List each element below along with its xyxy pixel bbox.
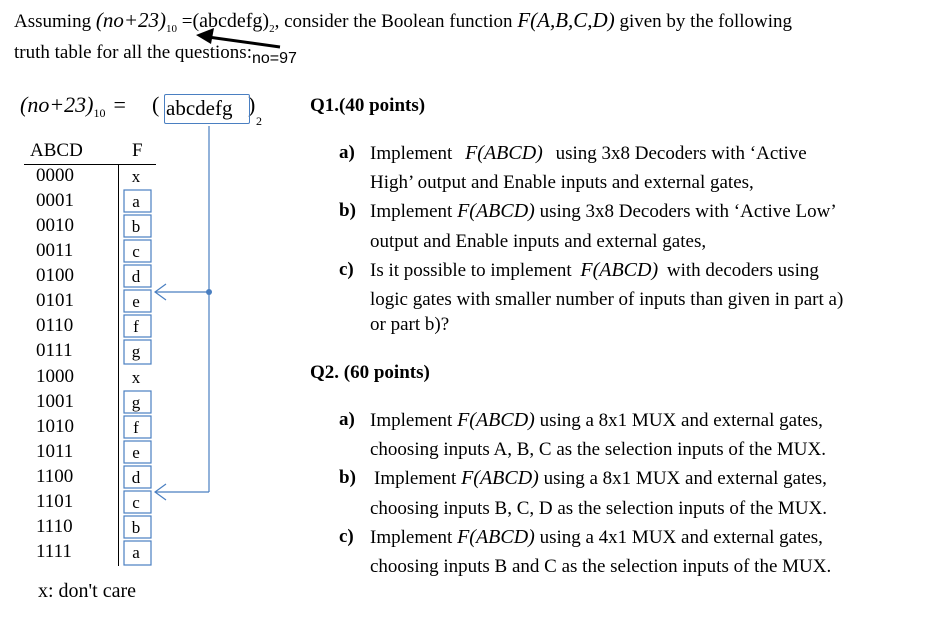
q2-b-line1: [374, 467, 827, 490]
bit-g: g: [221, 96, 233, 120]
header-annotation: no=97: [251, 50, 297, 67]
q1-a-func: F(ABCD): [465, 142, 543, 164]
tt-abcd: 1010: [36, 416, 74, 437]
q1-c-pre: Is it possible to implement: [370, 260, 572, 281]
equation-base10: 10: [93, 106, 106, 120]
header-line2-text: truth table for all the questions:: [14, 42, 252, 63]
tt-f: b: [131, 217, 141, 236]
tt-f: b: [131, 518, 141, 537]
tt-f: c: [132, 242, 140, 261]
bit-e: e: [205, 96, 215, 120]
q2-a-line1: [370, 409, 823, 432]
q2-a-func: F(ABCD): [457, 409, 535, 431]
tt-f: d: [131, 468, 141, 487]
equation-equals: =: [113, 92, 126, 117]
header-base2: 2: [269, 23, 275, 35]
tt-abcd: 1011: [36, 441, 74, 462]
q2-c-label: c): [339, 526, 354, 547]
q2-c-line2: choosing inputs B and C as the selection inputs of the MUX.: [370, 556, 832, 577]
header-func: F(A,B,C,D): [517, 8, 615, 32]
bit-b: b: [175, 96, 186, 120]
q1-a-line1: [370, 142, 882, 165]
tt-abcd: 1101: [36, 491, 74, 512]
header-expr-right: (abcdefg): [192, 10, 270, 32]
tt-f: x: [131, 368, 141, 387]
q1-c-line3: or part b)?: [370, 314, 450, 335]
tt-abcd: 0101: [36, 290, 74, 311]
equation-paren-open: (: [152, 92, 160, 117]
q1-c-line1: [370, 259, 819, 282]
q2-c-func: F(ABCD): [457, 526, 535, 548]
tt-f: f: [133, 418, 139, 437]
header-equals: =: [181, 11, 193, 32]
header-expr-left: (no+23): [95, 8, 166, 32]
tt-f: g: [131, 342, 141, 361]
highlight-boxes: [124, 190, 151, 565]
q1-c-label: c): [339, 259, 354, 280]
tt-f: d: [131, 267, 141, 286]
q2-a-pre: Implement: [370, 410, 453, 431]
tt-f: e: [132, 443, 140, 462]
q1-b-label: b): [339, 200, 356, 221]
q1-c-line2: logic gates with smaller number of inputs than given in part a): [370, 289, 844, 310]
tt-abcd: 1100: [36, 466, 74, 487]
tt-f: a: [132, 543, 140, 562]
connector-lines: [155, 126, 209, 500]
q1-b-line1: [370, 200, 837, 223]
q2-b-label: b): [339, 467, 356, 488]
tt-f: f: [133, 317, 139, 336]
tt-abcd: 0011: [36, 240, 74, 261]
q1-a-rest: using 3x8 Decoders with ‘Active: [555, 143, 807, 164]
q1-a-label: a): [339, 142, 355, 163]
q2-c-pre: Implement: [370, 527, 453, 548]
q1-c-func: F(ABCD): [580, 259, 659, 281]
tt-abcd: 0010: [36, 215, 74, 236]
equation-base2: 2: [256, 114, 262, 128]
tt-abcd: 0100: [36, 265, 74, 286]
q2-a-line2: choosing inputs A, B, C as the selection inputs of the MUX.: [370, 439, 826, 460]
header-suffix-2: given by the following: [619, 11, 793, 32]
q1-b-pre: Implement: [370, 201, 453, 222]
tt-abcd: 1000: [36, 366, 74, 387]
tt-header-abcd: ABCD: [30, 140, 83, 161]
tt-abcd: 0000: [36, 165, 74, 186]
q1-b-rest: using 3x8 Decoders with ‘Active Low’: [539, 201, 837, 222]
q2-b-pre: Implement: [374, 468, 457, 489]
q2-b-line2: choosing inputs B, C, D as the selection inputs of the MUX.: [370, 498, 828, 519]
q2-c-line1: [370, 526, 823, 549]
q2-a-label: a): [339, 409, 355, 430]
q1-a-pre: Implement: [370, 143, 453, 164]
tt-legend: x: don't care: [38, 580, 137, 602]
tt-f: e: [132, 292, 140, 311]
q1-b-line2: output and Enable inputs and external gates,: [370, 231, 707, 252]
q1-title: Q1.(40 points): [310, 95, 426, 116]
tt-f: c: [132, 493, 140, 512]
q2-b-func: F(ABCD): [461, 467, 539, 489]
tt-f: g: [131, 393, 141, 412]
tt-f: a: [132, 192, 140, 211]
q2-b-rest: using a 8x1 MUX and external gates,: [543, 468, 827, 489]
q1-a-line2: High’ output and Enable inputs and external gates,: [370, 172, 754, 193]
tt-abcd: 0111: [36, 340, 73, 361]
arrow-icon: [196, 28, 280, 47]
tt-f: x: [131, 167, 141, 186]
bit-a: a: [166, 96, 176, 120]
tt-abcd: 1001: [36, 391, 74, 412]
equation-left: (no+23): [20, 92, 94, 117]
q2-a-rest: using a 8x1 MUX and external gates,: [539, 410, 823, 431]
junction-dot: [206, 289, 212, 295]
equation-paren-close: ): [248, 92, 256, 117]
bit-f: f: [214, 96, 222, 120]
header-suffix-1: , consider the Boolean function: [274, 11, 513, 32]
bit-d: d: [195, 96, 206, 120]
header-base10: 10: [166, 23, 177, 35]
tt-abcd: 1111: [36, 541, 72, 562]
header-prefix: Assuming: [14, 11, 92, 32]
tt-abcd: 0001: [36, 190, 74, 211]
tt-header-f: F: [132, 140, 143, 161]
q2-title: Q2. (60 points): [310, 362, 430, 383]
tt-abcd: 1110: [36, 516, 73, 537]
q1-b-func: F(ABCD): [457, 200, 535, 222]
bit-c: c: [185, 96, 196, 120]
q2-c-rest: using a 4x1 MUX and external gates,: [539, 527, 823, 548]
tt-abcd: 0110: [36, 315, 74, 336]
q1-c-rest: with decoders using: [666, 260, 819, 281]
